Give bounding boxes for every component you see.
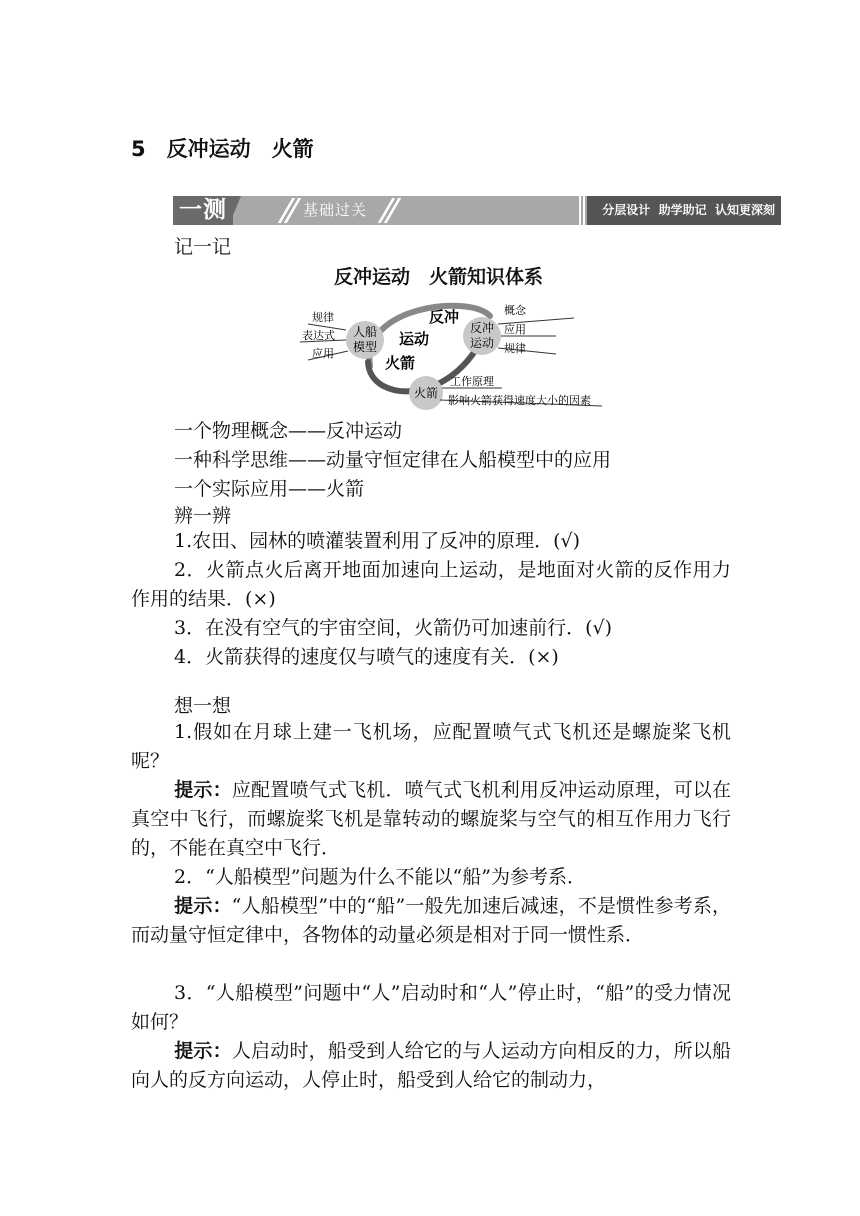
knowledge-diagram [290, 296, 610, 414]
banner-bar [583, 196, 585, 225]
summary-line: 一个实际应用——火箭 [174, 478, 365, 500]
hint-paragraph: 提示：应配置喷气式飞机．喷气式飞机利用反冲运动原理，可以在真空中飞行，而螺旋桨飞机是靠转动的螺旋桨与空气的相互作用力飞行的，不能在真空中飞行． [131, 779, 731, 859]
judgement-item: 3．在没有空气的宇宙空间，火箭仍可加速前行．(√) [174, 617, 613, 639]
hint-label: 提示： [174, 895, 232, 917]
left-node-label: 人船 [352, 325, 378, 339]
bottom-node-label: 火箭 [413, 386, 439, 400]
question-text: 3．“人船模型”问题中“人”启动时和“人”停止时，“船”的受力情况如何？ [131, 982, 731, 1033]
question-text: 1.假如在月球上建一飞机场，应配置喷气式飞机还是螺旋桨飞机呢？ [131, 721, 731, 772]
judgement-item: 1.农田、园林的喷灌装置利用了反冲的原理．(√) [174, 530, 581, 552]
section-heading-distinguish: 辨一辨 [174, 505, 232, 527]
right-branch-label: 概念 [504, 304, 526, 317]
banner-label-mid: 基础过关 [303, 201, 368, 219]
judgement-item: 4．火箭获得的速度仅与喷气的速度有关．(×) [174, 646, 559, 668]
right-node-label: 反冲 [469, 321, 495, 335]
hint-label: 提示： [174, 1040, 232, 1062]
banner-wedge [229, 196, 241, 225]
left-node-label: 模型 [352, 340, 378, 354]
diagram-title: 反冲运动 火箭知识体系 [334, 266, 544, 288]
section-heading-think: 想一想 [174, 695, 232, 717]
hint-label: 提示： [174, 779, 232, 801]
center-label: 火箭 [384, 354, 416, 372]
center-label: 反冲 [428, 308, 460, 326]
right-branch-label: 规律 [504, 342, 526, 355]
judgement-item: 2．火箭点火后离开地面加速向上运动，是地面对火箭的反作用力作用的结果．(×) [131, 559, 731, 610]
left-branch-label: 应用 [312, 347, 334, 360]
section-banner [173, 196, 781, 225]
left-branch-label: 规律 [312, 311, 334, 324]
right-node-label: 运动 [469, 336, 495, 350]
hint-paragraph: 提示：“人船模型”中的“船”一般先加速后减速，不是惯性参考系，而动量守恒定律中，各物体的动量必须是相对于同一惯性系． [131, 895, 731, 946]
hint-paragraph: 提示：人启动时，船受到人给它的与人运动方向相反的力，所以船向人的反方向运动，人停止时，船受到人给它的制动力， [131, 1040, 731, 1091]
right-branch-label: 应用 [504, 323, 526, 336]
banner-label-left: 一测 [173, 196, 233, 225]
banner-label-right: 分层设计 助学助记 认知更深刻 [602, 203, 775, 217]
summary-line: 一种科学思维——动量守恒定律在人船模型中的应用 [174, 449, 612, 471]
bottom-branch-label: 工作原理 [450, 375, 494, 388]
bottom-branch-label: 影响火箭获得速度大小的因素 [448, 394, 591, 407]
left-branch-label: 表达式 [302, 329, 335, 342]
summary-line: 一个物理概念——反冲运动 [174, 420, 403, 442]
banner-bar [579, 196, 581, 225]
center-label: 运动 [398, 330, 430, 348]
chapter-title: 5 反冲运动 火箭 [131, 137, 314, 161]
question-text: 2．“人船模型”问题为什么不能以“船”为参考系． [174, 866, 586, 888]
section-heading-memorize: 记一记 [174, 236, 232, 258]
